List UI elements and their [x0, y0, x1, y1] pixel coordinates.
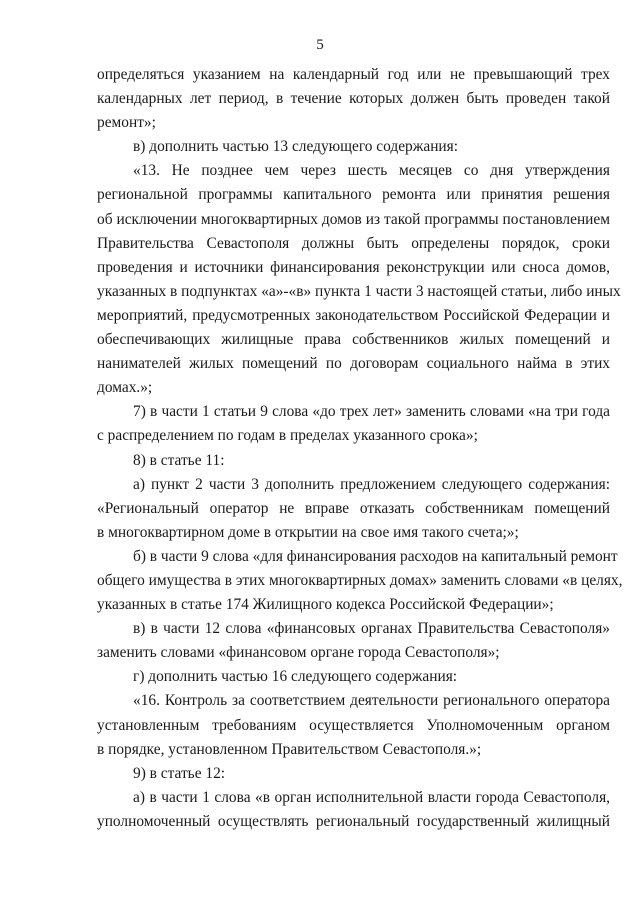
text-line: домах.»;: [97, 379, 153, 397]
text-line: с распределением по годам в пределах указанного срока»;: [97, 427, 478, 445]
text-line: б) в части 9 слова «для финансирования расходов на капитальный ремонт: [133, 547, 618, 565]
text-line: указанных в статье 174 Жилищного кодекса Российской Федерации»;: [97, 596, 554, 614]
text-line: определяться указанием на календарный год или не превышающий трех: [97, 66, 610, 83]
text-line: а) пункт 2 части 3 дополнить предложением следующего содержания:: [133, 475, 610, 493]
text-line: ремонт»;: [97, 114, 156, 132]
text-line: 9) в статье 12:: [133, 764, 226, 782]
text-line: нанимателей жилых помещений по договорам социального найма в этих: [97, 355, 610, 373]
text-line: 7) в части 1 статьи 9 слова «до трех лет» заменить словами «на три года: [133, 403, 610, 421]
text-line: общего имущества в этих многоквартирных домах» заменить словами «в целях,: [97, 571, 623, 589]
text-line: об исключении многоквартирных домов из такой программы постановлением: [97, 210, 610, 228]
text-line: установленным требованиям осуществляется Уполномоченным органом: [97, 716, 610, 734]
document-body: [97, 63, 623, 834]
text-line: уполномоченный осуществлять региональный государственный жилищный: [97, 812, 610, 830]
text-line: проведения и источники финансирования реконструкции или сноса домов,: [97, 258, 610, 276]
text-line: в) дополнить частью 13 следующего содержания:: [133, 138, 459, 156]
text-line: «16. Контроль за соответствием деятельности регионального оператора: [133, 692, 610, 710]
text-line: г) дополнить частью 16 следующего содержания:: [133, 668, 458, 686]
text-line: «Региональный оператор не вправе отказать собственникам помещений: [97, 499, 610, 517]
text-line: Правительства Севастополя должны быть определены порядок, сроки: [97, 234, 610, 252]
text-line: обеспечивающих жилищные права собственников жилых помещений и: [97, 331, 610, 349]
text-line: «13. Не позднее чем через шесть месяцев со дня утверждения: [133, 162, 610, 180]
text-line: указанных в подпунктах «а»-«в» пункта 1 части 3 настоящей статьи, либо иных: [97, 282, 621, 300]
text-line: календарных лет период, в течение которых должен быть проведен такой: [97, 90, 610, 108]
text-line: в) в части 12 слова «финансовых органах Правительства Севастополя»: [133, 620, 610, 638]
text-line: 8) в статье 11:: [133, 451, 225, 469]
text-line: в многоквартирном доме в открытии на свое имя такого счета;»;: [97, 523, 519, 541]
text-line: в порядке, установленном Правительством Севастополя.»;: [97, 740, 482, 758]
text-line: мероприятий, предусмотренных законодательством Российской Федерации и: [97, 306, 610, 324]
text-line: региональной программы капитального ремонта или принятия решения: [97, 186, 610, 204]
text-line: а) в части 1 слова «в орган исполнительной власти города Севастополя,: [133, 788, 610, 806]
page-number: 5: [316, 37, 324, 53]
text-line: заменить словами «финансовом органе города Севастополя»;: [97, 644, 500, 662]
